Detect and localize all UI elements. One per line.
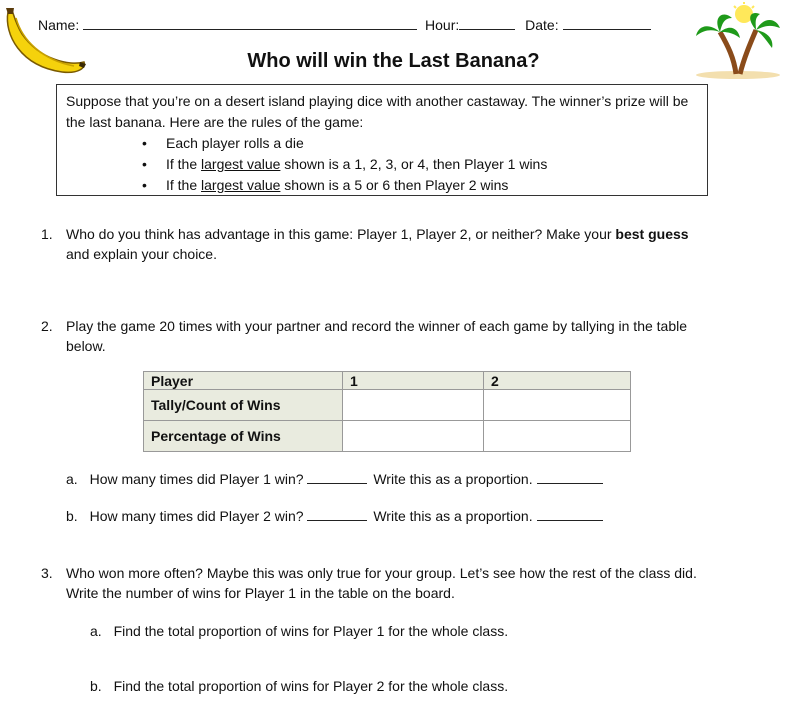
question-number: 2. bbox=[41, 318, 53, 334]
largest-value-term: largest value bbox=[201, 177, 281, 193]
page-title: Who will win the Last Banana? bbox=[247, 50, 540, 72]
rule-item: • If the largest value shown is a 5 or 6 then Player 2 wins bbox=[66, 175, 697, 196]
row-label: Percentage of Wins bbox=[144, 421, 343, 452]
name-label: Name: bbox=[38, 17, 80, 33]
question-number: 3. bbox=[41, 565, 53, 581]
header-cell: 1 bbox=[343, 372, 484, 390]
answer-blank[interactable] bbox=[537, 506, 603, 521]
date-label: Date: bbox=[525, 17, 559, 33]
rule-item: • If the largest value shown is a 1, 2, 3, or 4, then Player 1 wins bbox=[66, 154, 697, 175]
percentage-cell-player-2[interactable] bbox=[484, 421, 631, 452]
question-3a: a. Find the total proportion of wins for Player 1 for the whole class. bbox=[90, 623, 509, 639]
percentage-cell-player-1[interactable] bbox=[343, 421, 484, 452]
rules-list bbox=[66, 133, 697, 196]
answer-blank[interactable] bbox=[307, 469, 367, 484]
table-row bbox=[144, 421, 631, 452]
answer-blank[interactable] bbox=[307, 506, 367, 521]
question-2b: b. How many times did Player 2 win? Write this as a proportion. bbox=[66, 506, 603, 524]
question-text: Who do you think has advantage in this game: Player 1, Player 2, or neither? Make your best guess and explain your choice. bbox=[66, 226, 689, 262]
question-text: Who won more often? Maybe this was only true for your group. Let’s see how the rest of the class did. Write the number of wins for Player 1 in the table on the board. bbox=[66, 565, 697, 601]
question-1 bbox=[41, 224, 701, 264]
largest-value-term: largest value bbox=[201, 156, 281, 172]
date-field[interactable] bbox=[563, 15, 651, 30]
tally-cell-player-1[interactable] bbox=[343, 390, 484, 421]
header-cell: 2 bbox=[484, 372, 631, 390]
rule-item: • Each player rolls a die bbox=[66, 133, 697, 154]
question-3 bbox=[41, 563, 731, 603]
hour-label: Hour: bbox=[425, 17, 460, 33]
hour-field[interactable] bbox=[459, 15, 515, 30]
question-2a: a. How many times did Player 1 win? Write this as a proportion. bbox=[66, 469, 603, 487]
name-field[interactable] bbox=[83, 15, 417, 30]
header-cell: Player bbox=[144, 372, 343, 390]
rules-box bbox=[56, 84, 708, 196]
table-row bbox=[144, 390, 631, 421]
question-text: Play the game 20 times with your partner and record the winner of each game by tallying in the table below. bbox=[66, 318, 688, 354]
row-label: Tally/Count of Wins bbox=[144, 390, 343, 421]
table-header-row bbox=[144, 372, 631, 390]
question-number: 1. bbox=[41, 226, 53, 242]
tally-cell-player-2[interactable] bbox=[484, 390, 631, 421]
rules-intro: Suppose that you’re on a desert island playing dice with another castaway. The winner’s prize will be the last banana. Here are the rules of the game: bbox=[66, 93, 689, 130]
name-hour-date-row bbox=[38, 15, 651, 33]
question-2 bbox=[41, 316, 721, 356]
question-3b: b. Find the total proportion of wins for Player 2 for the whole class. bbox=[90, 678, 509, 694]
tally-table bbox=[143, 371, 631, 452]
answer-blank[interactable] bbox=[537, 469, 603, 484]
